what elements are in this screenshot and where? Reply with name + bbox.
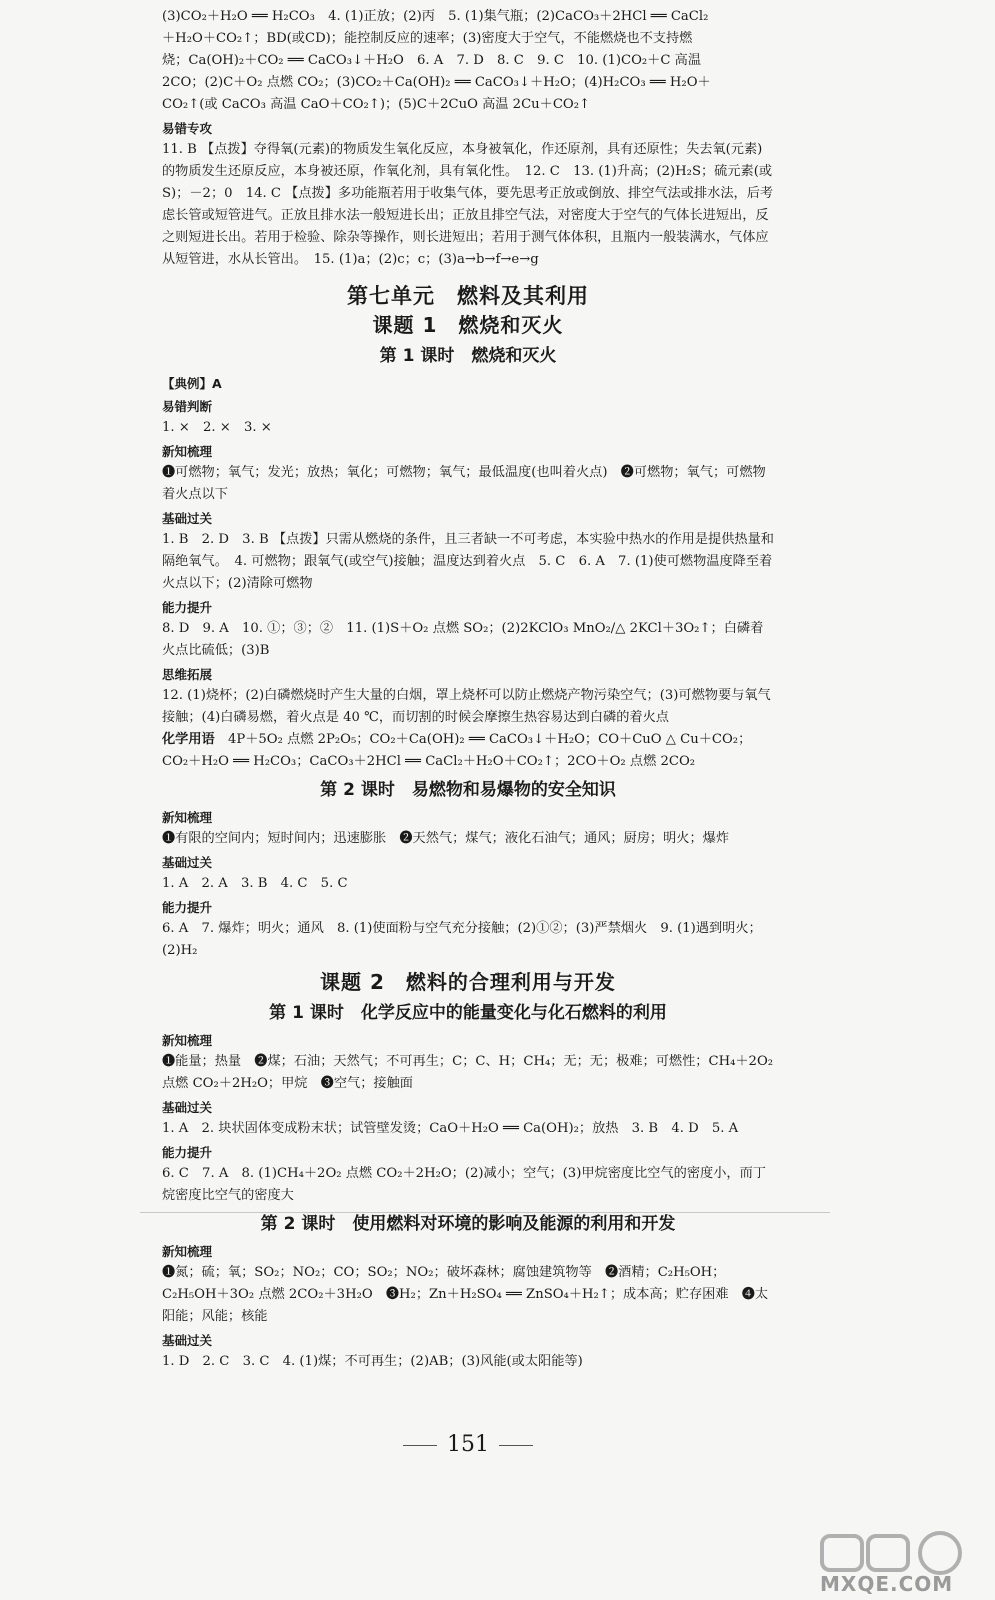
divider	[499, 1445, 533, 1446]
section-heading: 【典例】A	[162, 376, 222, 391]
section-heading: 基础过关	[162, 855, 213, 870]
paragraph: ❶可燃物；氧气；发光；放热；氧化；可燃物；氧气；最低温度(也叫着火点) ❷可燃物；氧气；可燃物着火点以下	[162, 465, 766, 502]
section-heading: 易错专攻	[162, 121, 213, 136]
paragraph: ❶氮；硫；氧；SO₂；NO₂；CO；SO₂；NO₂；破坏森林；腐蚀建筑物等 ❷酒精；C₂H₅OH；C₂H₅OH＋3O₂ 点燃 2CO₂＋3H₂O ❸H₂；Zn＋H₂SO₄ ══ ZnSO₄＋H₂↑；成本高；贮存困难 ❹太阳能；风能；核能	[162, 1265, 769, 1324]
lesson-title: 第 1 课时 化学反应中的能量变化与化石燃料的利用	[269, 1003, 667, 1023]
paragraph: 6. A 7. 爆炸；明火；通风 8. (1)使面粉与空气充分接触；(2)①②；(3)严禁烟火 9. (1)遇到明火；(2)H₂	[162, 921, 762, 958]
section-heading: 易错判断	[162, 399, 213, 414]
section-heading: 能力提升	[162, 900, 213, 915]
paragraph: 12. (1)烧杯；(2)白磷燃烧时产生大量的白烟，罩上烧杯可以防止燃烧产物污染空气；(3)可燃物要与氧气接触；(4)白磷易燃，着火点是 40 ℃，而切割的时候会摩擦生热容易达到白磷的着火点	[162, 688, 771, 725]
section-heading: 基础过关	[162, 511, 213, 526]
divider	[403, 1445, 437, 1446]
paragraph: ❶能量；热量 ❷煤；石油；天然气；不可再生；C；C、H；CH₄；无；无；极难；可燃性；CH₄＋2O₂ 点燃 CO₂＋2H₂O；甲烷 ❸空气；接触面	[162, 1054, 774, 1091]
paragraph: 8. D 9. A 10. ①；③；② 11. (1)S＋O₂ 点燃 SO₂；(2)2KClO₃ MnO₂/△ 2KCl＋3O₂↑；白磷着火点比硫低；(3)B	[162, 621, 764, 658]
paragraph: 11. B 【点拨】夺得氧(元素)的物质发生氧化反应，本身被氧化，作还原剂，具有还原性；失去氧(元素)的物质发生还原反应，本身被还原，作氧化剂，具有氧化性。 12. C 13. (1)升高；(2)H₂S；硫元素(或 S)；－2；0 14. C 【点拨】多功能瓶若用于收集气体，要先思考正放或倒放、排空气法或排水法，后考虑长管或短管进气。正放且排水法一般短进长出；正放且排空气法，对密度大于空气的气体长进短出，反之则短进长出。若用于检验、除杂等操作，则长进短出；若用于测气体体积，且瓶内一般装满水，气体应从短管进，水从长管出。 15. (1)a；(2)c；c；(3)a→b→f→e→g	[162, 142, 774, 267]
paragraph-text: 4P＋5O₂ 点燃 2P₂O₅；CO₂＋Ca(OH)₂ ══ CaCO₃↓＋H₂O；CO＋CuO △ Cu＋CO₂；CO₂＋H₂O ══ H₂CO₃；CaCO₃＋2HCl ══ CaCl₂＋H₂O＋CO₂↑；2CO＋O₂ 点燃 2CO₂	[162, 732, 752, 769]
paragraph: 6. C 7. A 8. (1)CH₄＋2O₂ 点燃 CO₂＋2H₂O；(2)减小；空气；(3)甲烷密度比空气的密度小，而丁烷密度比空气的密度大	[162, 1166, 766, 1203]
text-line: ＋H₂O＋CO₂↑；BD(或CD)；能控制反应的速率；(3)密度大于空气，不能燃烧也不支持燃	[162, 31, 693, 46]
watermark-text: MXQE.COM	[820, 1572, 954, 1596]
paragraph: ❶有限的空间内；短时间内；迅速膨胀 ❷天然气；煤气；液化石油气；通风；厨房；明火；爆炸	[162, 831, 730, 846]
paragraph	[162, 729, 774, 773]
topic-title: 课题 2 燃料的合理利用与开发	[320, 970, 616, 994]
section-heading: 基础过关	[162, 1333, 213, 1348]
paragraph: 1. A 2. A 3. B 4. C 5. C	[162, 876, 348, 891]
divider	[140, 1212, 830, 1213]
section-heading: 能力提升	[162, 600, 213, 615]
text-line: (3)CO₂＋H₂O ══ H₂CO₃ 4. (1)正放；(2)丙 5. (1)集气瓶；(2)CaCO₃＋2HCl ══ CaCl₂	[162, 9, 709, 24]
inline-label: 化学用语	[162, 732, 215, 747]
paragraph: 1. × 2. × 3. ×	[162, 420, 272, 435]
lesson-title: 第 2 课时 使用燃料对环境的影响及能源的利用和开发	[260, 1214, 676, 1234]
section-heading: 新知梳理	[162, 1244, 213, 1259]
text-line: CO₂↑(或 CaCO₃ 高温 CaO＋CO₂↑)；(5)C＋2CuO 高温 2Cu＋CO₂↑	[162, 97, 591, 112]
section-heading: 基础过关	[162, 1100, 213, 1115]
section-heading: 思维拓展	[162, 667, 213, 682]
paragraph: 1. B 2. D 3. B 【点拨】只需从燃烧的条件，且三者缺一不可考虑，本实验中热水的作用是提供热量和隔绝氧气。 4. 可燃物；跟氧气(或空气)接触；温度达到着火点 5. C 6. A 7. (1)使可燃物温度降至着火点以下；(2)清除可燃物	[162, 532, 774, 591]
topic-title: 课题 1 燃烧和灭火	[372, 313, 564, 337]
text-line: 2CO；(2)C＋O₂ 点燃 CO₂；(3)CO₂＋Ca(OH)₂ ══ CaCO₃↓＋H₂O；(4)H₂CO₃ ══ H₂O＋	[162, 75, 711, 90]
section-heading: 能力提升	[162, 1145, 213, 1160]
paragraph: 1. D 2. C 3. C 4. (1)煤；不可再生；(2)AB；(3)风能(或太阳能等)	[162, 1354, 583, 1369]
page-number-text: 151	[447, 1432, 489, 1457]
lesson-title: 第 1 课时 燃烧和灭火	[379, 346, 557, 366]
unit-title: 第七单元 燃料及其利用	[347, 284, 589, 308]
paragraph: 1. A 2. 块状固体变成粉末状；试管壁发烫；CaO＋H₂O ══ Ca(OH)₂；放热 3. B 4. D 5. A	[162, 1121, 739, 1136]
lesson-title: 第 2 课时 易燃物和易爆物的安全知识	[320, 780, 616, 800]
section-heading: 新知梳理	[162, 444, 213, 459]
text-line: 烧；Ca(OH)₂＋CO₂ ══ CaCO₃↓＋H₂O 6. A 7. D 8. C 9. C 10. (1)CO₂＋C 高温	[162, 53, 702, 68]
section-heading: 新知梳理	[162, 810, 213, 825]
page-number	[162, 1434, 774, 1456]
content-column	[162, 6, 774, 1457]
section-heading: 新知梳理	[162, 1033, 213, 1048]
